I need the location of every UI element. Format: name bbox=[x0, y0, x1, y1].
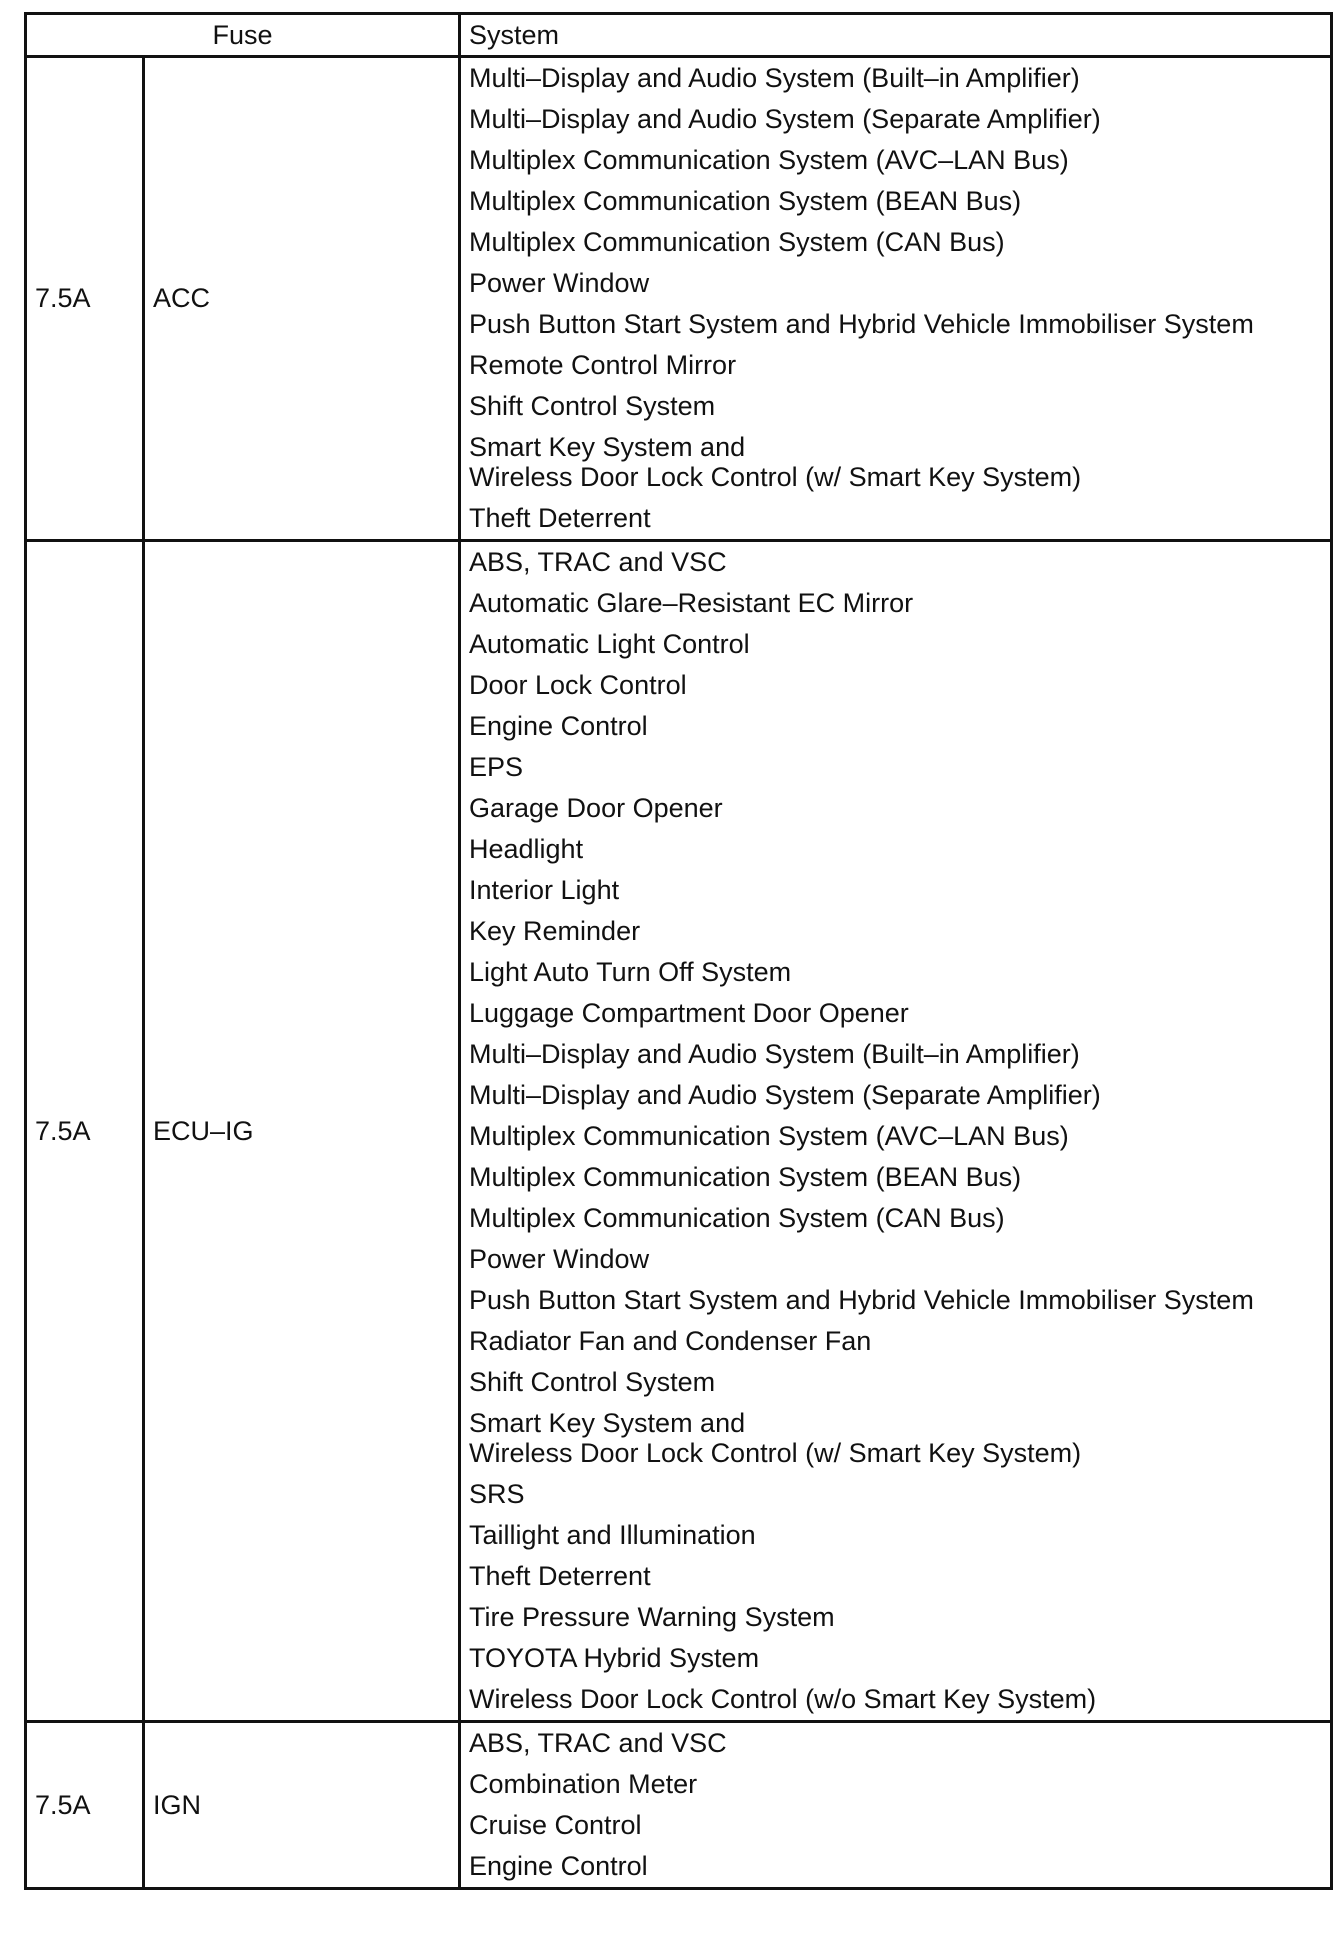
system-item: Push Button Start System and Hybrid Vehicle Immobiliser System bbox=[469, 309, 1254, 339]
system-item: SRS bbox=[469, 1479, 525, 1509]
fuse-system-table bbox=[24, 12, 1333, 1890]
system-item: Multiplex Communication System (CAN Bus) bbox=[469, 1203, 1005, 1233]
system-item: ABS, TRAC and VSC bbox=[469, 1728, 727, 1758]
system-item: Key Reminder bbox=[469, 916, 641, 946]
system-item: Multi–Display and Audio System (Built–in Amplifier) bbox=[469, 63, 1080, 93]
system-item: Automatic Glare–Resistant EC Mirror bbox=[469, 588, 914, 618]
system-item: Cruise Control bbox=[469, 1810, 642, 1840]
header-row bbox=[26, 14, 1332, 57]
system-item: Power Window bbox=[469, 1244, 650, 1274]
system-item: Automatic Light Control bbox=[469, 629, 750, 659]
system-item: Multiplex Communication System (AVC–LAN Bus) bbox=[469, 145, 1069, 175]
system-item: Multiplex Communication System (CAN Bus) bbox=[469, 227, 1005, 257]
system-item: Shift Control System bbox=[469, 1367, 716, 1397]
system-column-header: System bbox=[460, 14, 1332, 57]
fuse-row bbox=[26, 1722, 1332, 1889]
system-item: Theft Deterrent bbox=[469, 503, 651, 533]
system-item: Multi–Display and Audio System (Built–in Amplifier) bbox=[469, 1039, 1080, 1069]
system-item: Power Window bbox=[469, 268, 650, 298]
fuse-name: ACC bbox=[144, 57, 460, 541]
system-item: Multiplex Communication System (BEAN Bus) bbox=[469, 1162, 1022, 1192]
fuse-name: IGN bbox=[144, 1722, 460, 1889]
system-item: Door Lock Control bbox=[469, 670, 687, 700]
system-item: ABS, TRAC and VSC bbox=[469, 547, 727, 577]
system-item: Smart Key System and Wireless Door Lock Control (w/ Smart Key System) bbox=[469, 1408, 1082, 1468]
system-item: Push Button Start System and Hybrid Vehicle Immobiliser System bbox=[469, 1285, 1254, 1315]
system-item: Taillight and Illumination bbox=[469, 1520, 756, 1550]
system-item: Multi–Display and Audio System (Separate Amplifier) bbox=[469, 1080, 1101, 1110]
fuse-row bbox=[26, 541, 1332, 1722]
system-item: Garage Door Opener bbox=[469, 793, 723, 823]
fuse-amperage: 7.5A bbox=[26, 541, 144, 1722]
system-item: Shift Control System bbox=[469, 391, 716, 421]
system-item: Combination Meter bbox=[469, 1769, 698, 1799]
system-item: Tire Pressure Warning System bbox=[469, 1602, 835, 1632]
system-item: Luggage Compartment Door Opener bbox=[469, 998, 909, 1028]
system-list bbox=[460, 57, 1332, 541]
fuse-amperage: 7.5A bbox=[26, 1722, 144, 1889]
system-item: Smart Key System and Wireless Door Lock Control (w/ Smart Key System) bbox=[469, 432, 1082, 492]
system-item: Interior Light bbox=[469, 875, 620, 905]
system-item: Engine Control bbox=[469, 711, 648, 741]
system-item: Engine Control bbox=[469, 1851, 648, 1881]
system-item: Multiplex Communication System (BEAN Bus) bbox=[469, 186, 1022, 216]
system-item: Theft Deterrent bbox=[469, 1561, 651, 1591]
fuse-amperage: 7.5A bbox=[26, 57, 144, 541]
system-list bbox=[460, 1722, 1332, 1889]
fuse-name: ECU–IG bbox=[144, 541, 460, 1722]
system-item: Multiplex Communication System (AVC–LAN Bus) bbox=[469, 1121, 1069, 1151]
fuse-row bbox=[26, 57, 1332, 541]
system-item: Radiator Fan and Condenser Fan bbox=[469, 1326, 872, 1356]
fuse-column-header: Fuse bbox=[26, 14, 460, 57]
system-list bbox=[460, 541, 1332, 1722]
system-item: Wireless Door Lock Control (w/o Smart Key System) bbox=[469, 1684, 1097, 1714]
system-item: Headlight bbox=[469, 834, 584, 864]
system-item: TOYOTA Hybrid System bbox=[469, 1643, 760, 1673]
system-item: Remote Control Mirror bbox=[469, 350, 737, 380]
system-item: Multi–Display and Audio System (Separate Amplifier) bbox=[469, 104, 1101, 134]
system-item: Light Auto Turn Off System bbox=[469, 957, 792, 987]
system-item: EPS bbox=[469, 752, 524, 782]
